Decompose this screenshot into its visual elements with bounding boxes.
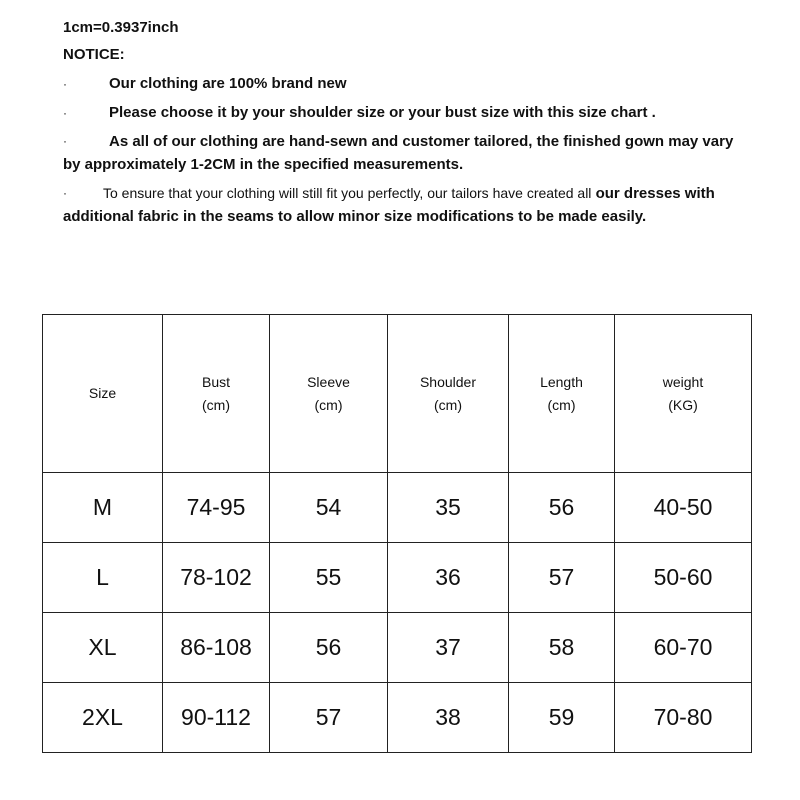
cell-shoulder: 35: [388, 473, 509, 543]
unit-conversion: 1cm=0.3937inch: [63, 19, 179, 36]
cell-sleeve: 54: [270, 473, 388, 543]
cell-bust: 78-102: [163, 543, 270, 613]
cell-shoulder: 36: [388, 543, 509, 613]
cell-sleeve: 56: [270, 613, 388, 683]
notice-item-text: Our clothing are 100% brand new: [109, 75, 347, 92]
notice-item-text-lead: To ensure that your clothing will still fit you perfectly, our tailors have created all: [103, 185, 592, 201]
bullet-icon: ·: [63, 77, 67, 91]
notice-item: [63, 130, 743, 176]
header-size: Size: [43, 315, 163, 473]
cell-length: 58: [509, 613, 615, 683]
notice-section: [63, 16, 743, 228]
header-sleeve: Sleeve (cm): [270, 315, 388, 473]
cell-weight: 50-60: [615, 543, 752, 613]
bullet-icon: ·: [63, 106, 67, 120]
header-length: Length (cm): [509, 315, 615, 473]
notice-item-text: Please choose it by your shoulder size or your bust size with this size chart .: [109, 104, 656, 121]
header-shoulder: Shoulder (cm): [388, 315, 509, 473]
header-weight: weight (KG): [615, 315, 752, 473]
table-row: [43, 683, 752, 753]
cell-length: 59: [509, 683, 615, 753]
cell-sleeve: 55: [270, 543, 388, 613]
cell-size: XL: [43, 613, 163, 683]
cell-length: 57: [509, 543, 615, 613]
notice-item: [63, 72, 743, 96]
table-header-row: [43, 315, 752, 473]
cell-length: 56: [509, 473, 615, 543]
cell-size: L: [43, 543, 163, 613]
cell-bust: 90-112: [163, 683, 270, 753]
notice-title: NOTICE:: [63, 46, 125, 63]
cell-weight: 60-70: [615, 613, 752, 683]
size-chart-table: [42, 314, 752, 753]
header-bust: Bust (cm): [163, 315, 270, 473]
bullet-icon: ·: [63, 134, 67, 148]
bullet-icon: ·: [63, 186, 67, 200]
table-row: [43, 473, 752, 543]
cell-weight: 40-50: [615, 473, 752, 543]
table-row: [43, 613, 752, 683]
cell-size: 2XL: [43, 683, 163, 753]
notice-item-text: As all of our clothing are hand-sewn and customer tailored, the finished gown may vary by approximately 1-2CM in the specified measurements.: [63, 133, 734, 173]
table-row: [43, 543, 752, 613]
cell-weight: 70-80: [615, 683, 752, 753]
cell-bust: 86-108: [163, 613, 270, 683]
notice-item-text-rest: our dresses with additional fabric in the seams to allow minor size modifications to be made easily.: [63, 185, 715, 225]
cell-sleeve: 57: [270, 683, 388, 753]
notice-item: [63, 182, 743, 228]
cell-size: M: [43, 473, 163, 543]
notice-item: [63, 101, 743, 125]
cell-shoulder: 37: [388, 613, 509, 683]
cell-shoulder: 38: [388, 683, 509, 753]
cell-bust: 74-95: [163, 473, 270, 543]
